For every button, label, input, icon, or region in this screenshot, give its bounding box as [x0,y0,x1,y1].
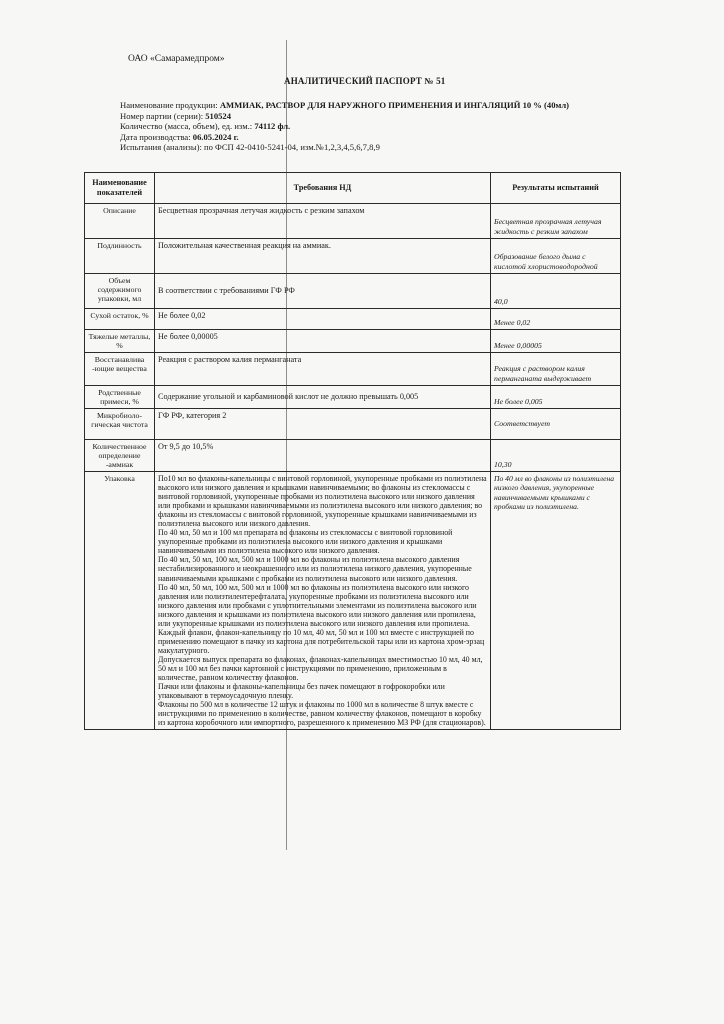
table-header-row [85,173,621,204]
date-value: 06.05.2024 г. [192,131,239,142]
row-name: Упаковка [85,472,155,730]
document-meta [120,100,620,153]
row-result: Соответствует [491,409,621,440]
table-row [85,330,621,353]
batch-line [120,111,620,122]
row-requirement: В соответствии с требованиями ГФ РФ [155,274,491,309]
product-label: Наименование продукции: [120,100,218,110]
organization-name: ОАО «Самарамедпром» [128,54,225,64]
row-requirement: Содержание угольной и карбаминовой кислот не должно превышать 0,005 [155,386,491,409]
row-requirement: Не более 0,00005 [155,330,491,353]
row-name: Количественное определение -аммиак [85,440,155,472]
row-result: 40,0 [491,274,621,309]
header-results: Результаты испытаний [491,173,621,204]
tests-line: Испытания (анализы): по ФСП 42-0410-5241-04, изм.№1,2,3,4,5,6,7,8,9 [120,142,380,153]
row-result: Бесцветная прозрачная летучая жидкость с резким запахом [491,204,621,239]
row-result: Менее 0,02 [491,309,621,330]
table-row [85,239,621,274]
packaging-result: По 40 мл во флаконы из полиэтилена низкого давления, укупоренные навинчиваемыми крышками с пробками из полиэтилена. [491,472,621,730]
row-result: Не более 0,005 [491,386,621,409]
table-row [85,386,621,409]
row-result: 10,30 [491,440,621,472]
row-name: Родственные примеси, % [85,386,155,409]
row-requirement: Реакция с раствором калия перманганата [155,353,491,386]
results-table [84,172,621,730]
product-line [120,100,620,111]
batch-label: Номер партии (серии): [120,110,204,121]
product-value: АММИАК, РАСТВОР ДЛЯ НАРУЖНОГО ПРИМЕНЕНИЯ И ИНГАЛЯЦИЙ 10 % (40мл) [219,100,570,110]
table-row [85,274,621,309]
row-result: Менее 0,00005 [491,330,621,353]
table-row [85,204,621,239]
table-row [85,440,621,472]
packaging-requirements [155,472,491,730]
table-row [85,409,621,440]
batch-value: 510524 [205,110,232,121]
header-indicator: Наименование показателей [85,173,155,204]
row-requirement: От 9,5 до 10,5% [155,440,491,472]
row-name: Тяжелые металлы, % [85,330,155,353]
packaging-paragraph: По 40 мл, 50 мл и 100 мл препарата во флаконы из стекломассы с винтовой горловиной укупоренные пробками из полиэтилена высокого или низкого давления и крышками навинчиваемыми из полиэтилена высокого или низкого давления. [158,528,453,556]
row-result: Образование белого дыма с кислотой хлористоводородной [491,239,621,274]
row-name: Восстанавлива -ющие вещества [85,353,155,386]
row-requirement: Бесцветная прозрачная летучая жидкость с резким запахом [155,204,491,239]
row-requirement: Не более 0,02 [155,309,491,330]
quantity-line [120,121,620,132]
table-row [85,309,621,330]
packaging-paragraph: По 40 мл, 50 мл, 100 мл, 500 мл и 1000 мл во флаконы из полиэтилена высокого давления нестабилизированного и неокрашенного или из полиэтилена низкого давления, укупоренные навинчиваемыми крышками с пробками из полиэтилена высокого или низкого давления. [158,555,472,583]
packaging-paragraph: Допускается выпуск препарата во флаконах, флаконах-капельницах вместимостью 10 мл, 40 мл, 50 мл и 100 мл без пачки картонной с инструкциями по применению, приложенным в количестве, равном количеству флаконов. [158,654,483,683]
row-name: Микробиоло-гическая чистота [85,409,155,440]
date-label: Дата производства: [120,131,191,142]
quantity-label: Количество (масса, объем), ед. изм.: [120,121,253,132]
row-name: Сухой остаток, % [85,309,155,330]
row-requirement: Положительная качественная реакция на аммиак. [155,239,491,274]
quantity-value: 74112 фл. [254,121,291,132]
date-line [120,132,620,143]
table-row [85,353,621,386]
row-requirement: ГФ РФ, категория 2 [155,409,491,440]
row-result: Реакция с раствором калия перманганата выдерживает [491,353,621,386]
row-name: Подлинность [85,239,155,274]
packaging-paragraph: По 40 мл, 50 мл, 100 мл, 500 мл и 1000 мл во флаконы из полиэтилена высокого или низкого давления или полиэтилентерефталата, укупоренные пробками из полиэтилена высокого или низкого давления или пробками с уплотнительными элементами из полиэтилена высокого или низкого давления и крышками из полиэтилена высокого или низкого давления или пропилена, или укупоренные крышками из полиэтилена высокого или низкого давления или пропилена. [158,582,477,628]
packaging-paragraph: Пачки или флаконы и флаконы-капельницы без пачек помещают в гофрокоробки или упаковывают в термоусадочную пленку. [158,682,445,701]
packaging-paragraph: По10 мл во флаконы-капельницы с винтовой горловиной, укупоренные пробками из полиэтилена высокого или низкого давления и крышками навинчиваемыми; во флаконы из стекломассы с винтовой горловиной, укупоренные пробками из полиэтилена высокого или низкого давления или пробками и крышками навинчиваемыми из полиэтилена высокого или низкого давления; во флаконы из стекломассы с винтовой горловиной, укупоренные крышками навинчиваемыми из полиэтилена высокого или низкого давления. [158,474,487,529]
header-requirements: Требования НД [155,173,491,204]
row-name: Объем содержимого упаковки, мл [85,274,155,309]
row-name: Описание [85,204,155,239]
packaging-paragraph: Каждый флакон, флакон-капельницу по 10 мл, 40 мл, 50 мл и 100 мл вместе с инструкцией по применению помещают в пачку из картона для потребительской тары или из картона хром-эрзац макулатурного. [158,627,485,655]
document-title: АНАЛИТИЧЕСКИЙ ПАСПОРТ № 51 [284,76,446,86]
packaging-paragraph: Флаконы по 500 мл в количестве 12 штук и флаконы по 1000 мл в количестве 8 штук вместе с инструкциями по применению в количестве, равном количеству флаконов, помещают в коробку из картона коробочного или импортного, разрешенного к применению МЗ РФ (для стационаров). [158,700,486,728]
packaging-row [85,472,621,730]
